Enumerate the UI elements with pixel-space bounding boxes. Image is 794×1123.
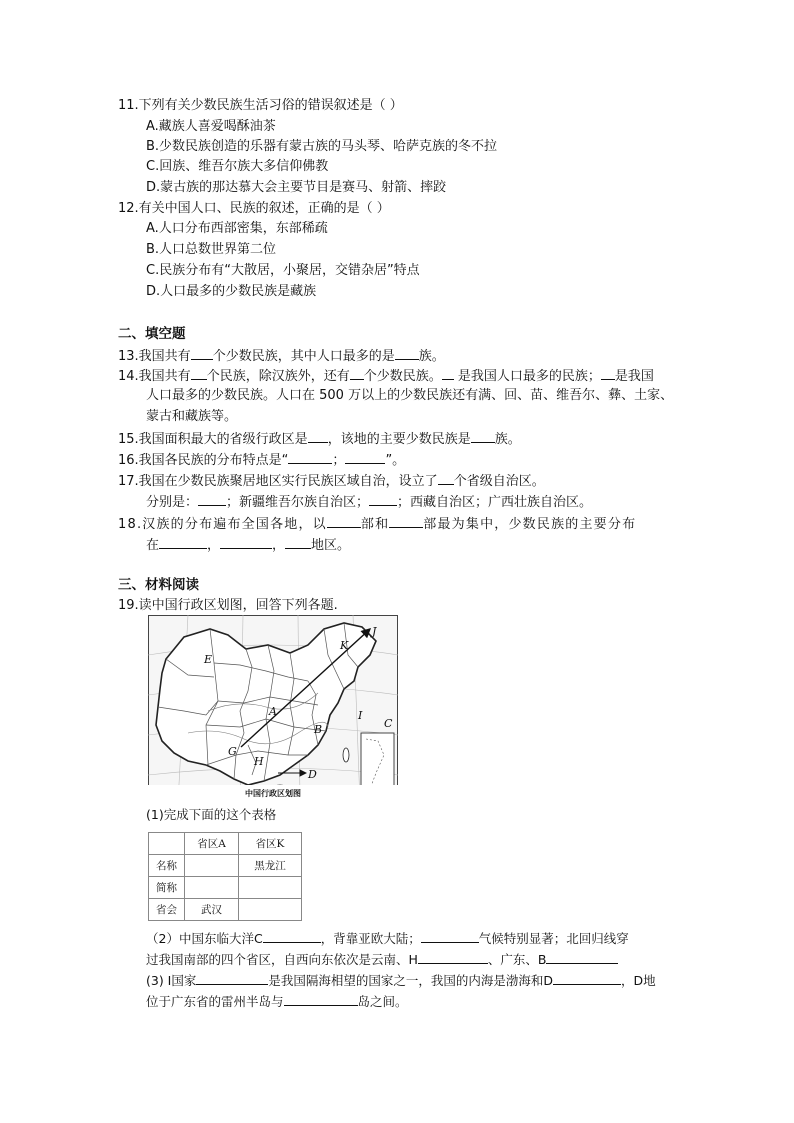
table-cell: 武汉 [185,899,239,921]
q17-text-b: 个省级自治区。 [453,474,545,489]
q19-sub3-text-c: ，D地 [621,973,656,988]
q15 [118,429,521,449]
q18-blank-4 [220,535,272,549]
q15-blank-2 [471,429,495,443]
q18-blank-3 [159,535,207,549]
table-row [149,877,302,899]
q13-text-b: 个少数民族，其中人口最多的是 [212,349,395,364]
q16 [118,450,405,470]
q18-text-l2a: 在 [146,538,160,553]
map-caption: 中国行政区划图 [148,785,398,803]
q19-sub2-blank-1 [263,929,321,943]
q17-text-l2c: ；西藏自治区；广西壮族自治区。 [397,495,593,510]
q17-text-l2a: 分别是： [146,495,199,510]
q12-option-a: A.人口分布西部密集，东部稀疏 [146,221,328,236]
q15-blank-1 [308,429,328,443]
q17-line-1 [118,471,545,491]
q11-option-a: A.藏族人喜爱喝酥油茶 [146,119,276,134]
q13 [118,346,445,366]
q15-text-c: 族。 [494,432,521,447]
map-label-b: B [314,723,323,736]
table-header-row [149,833,302,855]
table-cell [185,877,239,899]
q19-sub2-line-2 [146,950,618,969]
map-label-e: E [204,653,213,666]
q18-blank-5 [285,535,311,549]
taiwan-island [343,748,349,762]
q14-text-c: 个少数民族。 [363,369,442,384]
q14-line-1 [118,366,654,386]
table-header-cell [149,833,185,855]
q18-text-a: 18.汉族的分布遍布全国各地，以 [118,517,327,532]
q19-sub3-text-l2a: 位于广东省的雷州半岛与 [146,994,284,1009]
q19-sub3-blank-3 [284,992,358,1006]
q18-text-b: 部和 [360,517,390,532]
table-header-cell: 省区A [185,833,239,855]
q13-blank-1 [191,346,213,360]
q19-sub3-text-a: (3) I国家 [146,973,197,988]
q18-text-l2b: ， [207,538,221,553]
q19-sub1: (1)完成下面的这个表格 [146,807,277,822]
q18-line-2 [146,535,350,555]
q19-sub2-text-a: （2）中国东临大洋C [146,931,263,946]
q19-sub2-text-b: ，背靠亚欧大陆； [320,931,421,946]
province-table [148,832,302,921]
q18-text-l2d: 地区。 [311,538,351,553]
q13-blank-2 [395,346,419,360]
q16-blank-1 [288,450,332,464]
section-fill-blank-heading: 二、填空题 [118,326,186,342]
q14-text-d: 是我国人口最多的民族； [457,369,601,384]
q16-text-c: ”。 [385,453,406,468]
q14-blank-1 [191,366,207,380]
q16-text-a: 16.我国各民族的分布特点是“ [118,453,289,468]
map-label-c: C [384,717,393,730]
q15-text-b: ，该地的主要少数民族是 [327,432,471,447]
q19-sub2-blank-2 [421,929,479,943]
q19-sub2-text-l2a: 过我国南部的四个省区，自西向东依次是云南、H [146,952,418,967]
q19-sub3-line-1 [146,971,656,990]
q12-option-b: B.人口总数世界第二位 [146,242,277,257]
q17-blank-2 [198,492,226,506]
q11-option-b: B.少数民族创造的乐器有蒙古族的马头琴、哈萨克族的冬不拉 [146,139,498,154]
q19-sub3-blank-1 [196,971,268,985]
table-cell [239,877,302,899]
q19-sub2-line-1 [146,929,629,948]
q14-text-e: 是我国 [614,369,654,384]
q18-blank-2 [389,514,423,528]
q13-text-c: 族。 [418,349,445,364]
map-label-g: G [228,745,237,758]
q19-sub3-line-2 [146,992,408,1011]
q18-text-l2c: ， [272,538,286,553]
q14-blank-2 [350,366,364,380]
q19-sub2-blank-3 [418,950,488,964]
table-row [149,899,302,921]
q14-text-b: 个民族，除汉族外，还有 [206,369,350,384]
q14-line-2: 人口最多的少数民族。人口在 500 万以上的少数民族还有满、回、苗、维吾尔、彝、土家、 [146,388,674,403]
q14-blank-3 [442,366,454,380]
q16-text-b: ； [332,453,346,468]
china-administrative-map [148,615,398,803]
map-label-j: J [372,625,377,638]
q11-option-d: D.蒙古族的那达慕大会主要节目是赛马、射箭、摔跤 [146,180,447,195]
section-reading-heading: 三、材料阅读 [118,577,199,593]
table-cell: 名称 [149,855,185,877]
table-header-cell: 省区K [239,833,302,855]
q19-sub2-text-c: 气候特别显著；北回归线穿 [478,931,629,946]
map-label-h: H [254,755,264,768]
q14-blank-4 [601,366,615,380]
q11-stem: 11.下列有关少数民族生活习俗的错误叙述是（ ） [118,98,403,113]
map-label-d: D [308,768,317,781]
q19-sub3-text-l2b: 岛之间。 [357,994,408,1009]
map-label-a: A [269,705,277,718]
table-cell: 简称 [149,877,185,899]
table-cell [185,855,239,877]
q18-blank-1 [327,514,361,528]
q12-option-d: D.人口最多的少数民族是藏族 [146,284,317,299]
q19-sub3-blank-2 [553,971,621,985]
q17-line-2 [146,492,592,512]
table-cell [239,899,302,921]
map-label-k: K [340,639,349,652]
q14-text-a: 14.我国共有 [118,369,191,384]
table-cell: 省会 [149,899,185,921]
q18-text-c: 部最为集中，少数民族的主要分布 [423,517,637,532]
q11-option-c: C.回族、维吾尔族大多信仰佛教 [146,159,329,174]
table-row [149,855,302,877]
q19-sub3-text-b: 是我国隔海相望的国家之一，我国的内海是渤海和D [268,973,554,988]
q14-line-3: 蒙古和藏族等。 [146,409,238,424]
q17-text-l2b: ；新疆维吾尔族自治区； [226,495,370,510]
q19-sub2-text-l2b: 、广东、B [487,952,547,967]
q12-stem: 12.有关中国人口、民族的叙述，正确的是（ ） [118,201,390,216]
q12-option-c: C.民族分布有“大散居，小聚居，交错杂居”特点 [146,263,420,278]
map-label-i: I [358,709,363,722]
q16-blank-2 [345,450,385,464]
q17-text-a: 17.我国在少数民族聚居地区实行民族区域自治，设立了 [118,474,438,489]
q19-stem: 19.读中国行政区划图，回答下列各题. [118,598,338,613]
q13-text-a: 13.我国共有 [118,349,191,364]
q18-line-1 [118,514,636,534]
q15-text-a: 15.我国面积最大的省级行政区是 [118,432,308,447]
q17-blank-3 [369,492,397,506]
q17-blank-1 [438,471,454,485]
table-cell: 黑龙江 [239,855,302,877]
q19-sub2-blank-4 [546,950,618,964]
